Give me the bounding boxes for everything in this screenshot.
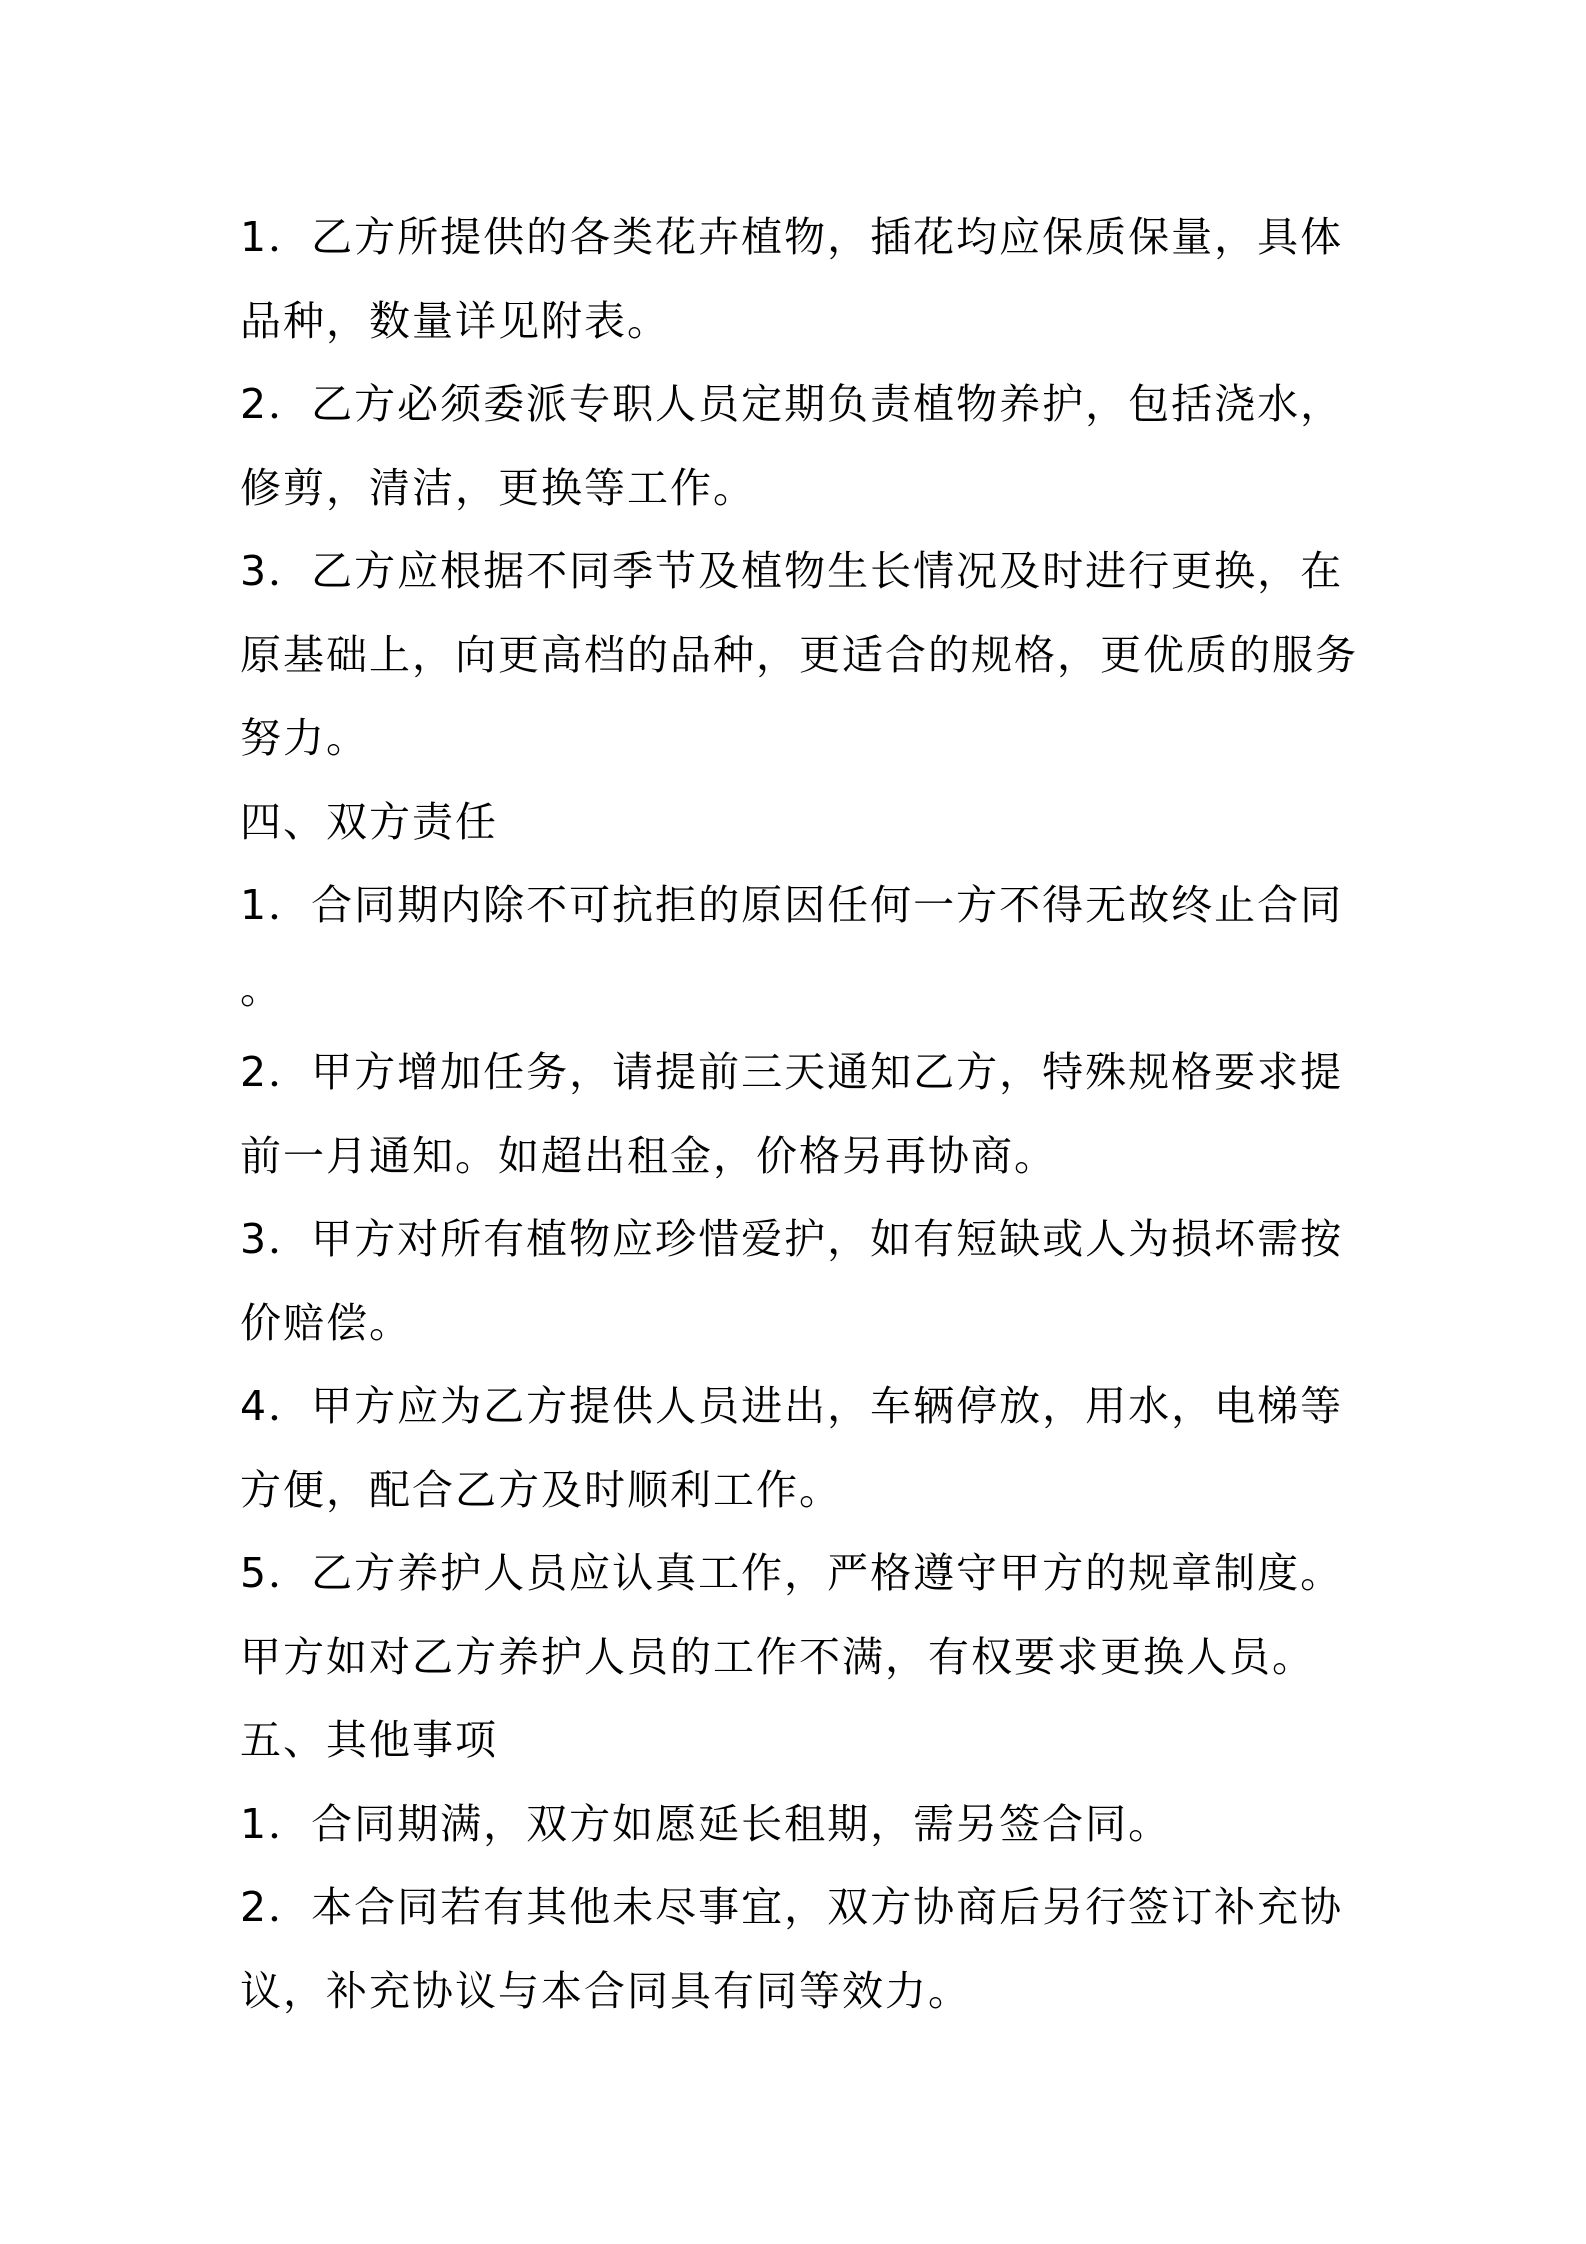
responsibility-1-line-1: 1．合同期内除不可抗拒的原因任何一方不得无故终止合同 [240, 881, 1344, 929]
clause-2-line-1: 2．乙方必须委派专职人员定期负责植物养护，包括浇水， [240, 380, 1344, 428]
responsibility-5-line-2: 甲方如对乙方养护人员的工作不满，有权要求更换人员。 [240, 1632, 1315, 1681]
section-heading-responsibilities: 四、双方责任 [240, 797, 498, 846]
responsibility-1-line-2: 。 [240, 964, 283, 1013]
clause-3-line-1: 3．乙方应根据不同季节及植物生长情况及时进行更换，在 [240, 547, 1344, 595]
other-2-line-1: 2．本合同若有其他未尽事宜，双方协商后另行签订补充协 [240, 1883, 1344, 1931]
responsibility-4-line-1: 4．甲方应为乙方提供人员进出，车辆停放，用水，电梯等 [240, 1382, 1344, 1430]
responsibility-2-line-2: 前一月通知。如超出租金，价格另再协商。 [240, 1131, 1057, 1180]
other-1-line-1: 1．合同期满，双方如愿延长租期，需另签合同。 [240, 1799, 1172, 1848]
document-body [240, 196, 1360, 2033]
responsibility-2-line-1: 2．甲方增加任务，请提前三天通知乙方，特殊规格要求提 [240, 1048, 1344, 1096]
clause-1-line-2: 品种，数量详见附表。 [240, 296, 670, 345]
clause-2-line-2: 修剪，清洁，更换等工作。 [240, 463, 756, 512]
responsibility-3-line-2: 价赔偿。 [240, 1298, 412, 1347]
responsibility-4-line-2: 方便，配合乙方及时顺利工作。 [240, 1465, 842, 1514]
other-2-line-2: 议，补充协议与本合同具有同等效力。 [240, 1966, 971, 2015]
responsibility-3-line-1: 3．甲方对所有植物应珍惜爱护，如有短缺或人为损坏需按 [240, 1215, 1344, 1263]
clause-1-line-1: 1．乙方所提供的各类花卉植物，插花均应保质保量，具体 [240, 213, 1344, 261]
section-heading-other-matters: 五、其他事项 [240, 1716, 498, 1764]
responsibility-5-line-1: 5．乙方养护人员应认真工作，严格遵守甲方的规章制度。 [240, 1549, 1344, 1597]
clause-3-line-2: 原基础上，向更高档的品种，更适合的规格，更优质的服务 [240, 630, 1358, 679]
clause-3-line-3: 努力。 [240, 714, 369, 762]
